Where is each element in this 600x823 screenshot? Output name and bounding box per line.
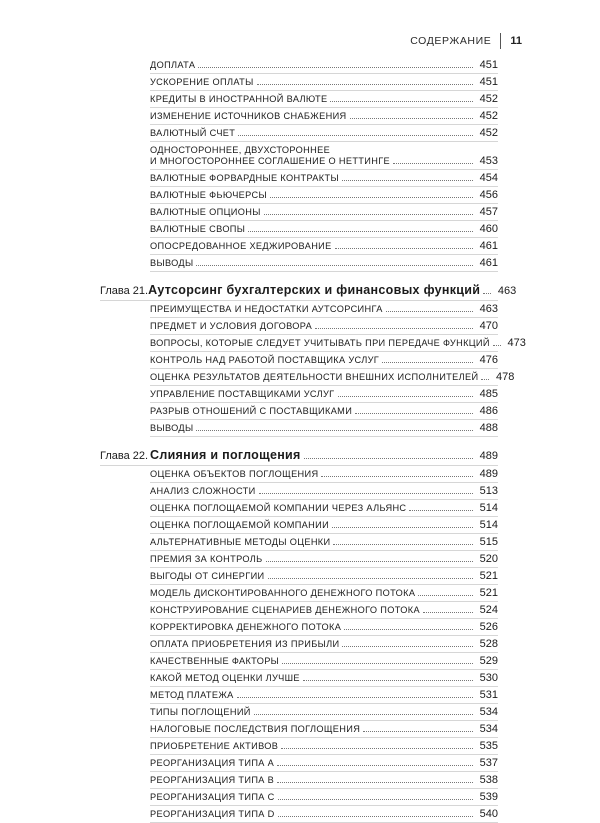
running-head-divider — [500, 33, 501, 49]
dot-leader — [278, 798, 473, 800]
toc-entry-page: 473 — [507, 337, 526, 349]
toc-entry-title: ОПОСРЕДОВАННОЕ ХЕДЖИРОВАНИЕ — [150, 241, 332, 251]
toc-entry-page: 461 — [479, 257, 498, 269]
toc-entry[interactable] — [150, 483, 498, 500]
toc-entry-page: 514 — [479, 502, 498, 514]
toc-entry[interactable] — [150, 369, 515, 386]
dot-leader — [355, 412, 473, 414]
dot-leader — [254, 713, 473, 715]
toc-entry-title-line: И МНОГОСТОРОННЕЕ СОГЛАШЕНИЕ О НЕТТИНГЕ — [150, 156, 391, 166]
toc-entry-page: 451 — [479, 76, 498, 88]
toc-entry-title: ВЫВОДЫ — [150, 423, 194, 433]
toc-entry[interactable] — [150, 789, 498, 806]
toc-entry-page: 452 — [479, 93, 498, 105]
dot-leader — [303, 679, 473, 681]
toc-entry[interactable] — [150, 335, 526, 352]
toc-entry-page: 514 — [479, 519, 498, 531]
dot-leader — [481, 378, 489, 380]
page-number: 11 — [510, 35, 522, 47]
toc-entry-page: 531 — [479, 689, 498, 701]
toc-entry-title: МОДЕЛЬ ДИСКОНТИРОВАННОГО ДЕНЕЖНОГО ПОТОКА — [150, 588, 416, 598]
dot-leader — [418, 594, 473, 596]
toc-entry-page: 534 — [479, 706, 498, 718]
dot-leader — [342, 645, 473, 647]
dot-leader — [196, 264, 473, 266]
toc-entry-page: 454 — [479, 172, 498, 184]
toc-entry[interactable] — [150, 108, 498, 125]
dot-leader — [321, 475, 473, 477]
running-head-title: СОДЕРЖАНИЕ — [410, 35, 492, 47]
chapter-heading[interactable] — [100, 280, 517, 301]
toc-entry[interactable] — [150, 125, 498, 142]
toc-entry-title: АЛЬТЕРНАТИВНЫЕ МЕТОДЫ ОЦЕНКИ — [150, 537, 331, 547]
toc-entry-page: 515 — [479, 536, 498, 548]
chapter-title: Слияния и поглощения — [150, 448, 301, 462]
toc-entry-page: 521 — [479, 570, 498, 582]
toc-entry-page: 528 — [479, 638, 498, 650]
dot-leader — [409, 509, 473, 511]
chapter-page: 463 — [497, 285, 517, 297]
toc-entry[interactable] — [150, 670, 498, 687]
toc-entry[interactable] — [150, 466, 498, 483]
toc-entry-title: ОЦЕНКА РЕЗУЛЬТАТОВ ДЕЯТЕЛЬНОСТИ ВНЕШНИХ ИСПОЛНИТЕЛЕЙ — [150, 372, 479, 382]
toc-entry-page: 460 — [479, 223, 498, 235]
dot-leader — [332, 526, 473, 528]
toc-entry-title: ВАЛЮТНЫЕ ОПЦИОНЫ — [150, 207, 261, 217]
dot-leader — [257, 83, 473, 85]
dot-leader — [338, 395, 474, 397]
toc-entry-page: 453 — [479, 155, 498, 167]
table-of-contents — [100, 57, 526, 823]
dot-leader — [335, 247, 473, 249]
toc-entry-page: 524 — [479, 604, 498, 616]
toc-entry-title: ТИПЫ ПОГЛОЩЕНИЙ — [150, 707, 251, 717]
dot-leader — [423, 611, 473, 613]
toc-entry-title: РАЗРЫВ ОТНОШЕНИЙ С ПОСТАВЩИКАМИ — [150, 406, 353, 416]
toc-entry-page: 489 — [479, 468, 498, 480]
toc-entry-page: 520 — [479, 553, 498, 565]
dot-leader — [344, 628, 473, 630]
toc-entry-title: ОЦЕНКА ОБЪЕКТОВ ПОГЛОЩЕНИЯ — [150, 469, 319, 479]
toc-entry-title: ПРЕДМЕТ И УСЛОВИЯ ДОГОВОРА — [150, 321, 313, 331]
toc-entry-page: 526 — [479, 621, 498, 633]
chapter-title: Аутсорсинг бухгалтерских и финансовых функций — [148, 283, 481, 297]
dot-leader — [350, 117, 473, 119]
dot-leader — [342, 179, 473, 181]
dot-leader — [196, 429, 473, 431]
toc-entry[interactable] — [150, 318, 498, 335]
toc-entry-page: 457 — [479, 206, 498, 218]
toc-entry-title: РЕОРГАНИЗАЦИЯ ТИПА C — [150, 792, 275, 802]
toc-entry-title: ПРЕИМУЩЕСТВА И НЕДОСТАТКИ АУТСОРСИНГА — [150, 304, 383, 314]
dot-leader — [266, 560, 473, 562]
toc-entry-title: АНАЛИЗ СЛОЖНОСТИ — [150, 486, 256, 496]
toc-entry-page: 452 — [479, 110, 498, 122]
toc-entry-page: 537 — [479, 757, 498, 769]
toc-entry-page: 513 — [479, 485, 498, 497]
dot-leader — [264, 213, 473, 215]
toc-entry[interactable] — [150, 636, 498, 653]
toc-entry-title: РЕОРГАНИЗАЦИЯ ТИПА B — [150, 775, 275, 785]
toc-entry-page: 539 — [479, 791, 498, 803]
toc-entry-page: 521 — [479, 587, 498, 599]
toc-entry-title: ВЫВОДЫ — [150, 258, 194, 268]
dot-leader — [330, 100, 473, 102]
toc-entry-page: 463 — [479, 303, 498, 315]
dot-leader — [270, 196, 473, 198]
toc-entry-title: УПРАВЛЕНИЕ ПОСТАВЩИКАМИ УСЛУГ — [150, 389, 335, 399]
toc-entry-title: ОЦЕНКА ПОГЛОЩАЕМОЙ КОМПАНИИ ЧЕРЕЗ АЛЬЯНС — [150, 503, 407, 513]
dot-leader — [382, 361, 473, 363]
toc-entry-title: КОНСТРУИРОВАНИЕ СЦЕНАРИЕВ ДЕНЕЖНОГО ПОТОКА — [150, 605, 420, 615]
toc-entry[interactable] — [150, 806, 498, 823]
dot-leader — [277, 764, 473, 766]
toc-entry-page: 530 — [479, 672, 498, 684]
chapter-label: Глава 22. — [100, 450, 149, 462]
toc-entry[interactable] — [150, 420, 498, 437]
toc-entry[interactable] — [150, 653, 498, 670]
dot-leader — [281, 747, 473, 749]
toc-entry[interactable] — [150, 534, 498, 551]
dot-leader — [393, 162, 473, 164]
dot-leader — [363, 730, 473, 732]
toc-entry[interactable] — [150, 91, 498, 108]
toc-entry[interactable] — [150, 221, 498, 238]
toc-entry[interactable] — [150, 704, 498, 721]
toc-entry-page: 456 — [479, 189, 498, 201]
toc-entry-title: КОНТРОЛЬ НАД РАБОТОЙ ПОСТАВЩИКА УСЛУГ — [150, 355, 380, 365]
toc-entry-title: РЕОРГАНИЗАЦИЯ ТИПА D — [150, 809, 275, 819]
toc-entry-page: 470 — [479, 320, 498, 332]
dot-leader — [315, 327, 473, 329]
toc-entry-title-line: ОДНОСТОРОННЕЕ, ДВУХСТОРОННЕЕ — [150, 145, 331, 155]
toc-entry-title: КОРРЕКТИРОВКА ДЕНЕЖНОГО ПОТОКА — [150, 622, 342, 632]
dot-leader — [386, 310, 473, 312]
toc-entry[interactable] — [150, 187, 498, 204]
toc-entry-page: 534 — [479, 723, 498, 735]
toc-entry[interactable] — [150, 255, 498, 272]
toc-entry-page: 540 — [479, 808, 498, 820]
toc-entry-title: ВАЛЮТНЫЙ СЧЕТ — [150, 128, 236, 138]
toc-entry[interactable] — [150, 403, 498, 420]
toc-entry-page: 461 — [479, 240, 498, 252]
toc-entry-title: ПРИОБРЕТЕНИЕ АКТИВОВ — [150, 741, 279, 751]
toc-entry-title: НАЛОГОВЫЕ ПОСЛЕДСТВИЯ ПОГЛОЩЕНИЯ — [150, 724, 361, 734]
toc-entry-title: УСКОРЕНИЕ ОПЛАТЫ — [150, 77, 254, 87]
dot-leader — [282, 662, 473, 664]
toc-entry-page: 529 — [479, 655, 498, 667]
toc-entry[interactable] — [150, 772, 498, 789]
chapter-heading[interactable] — [100, 445, 498, 466]
toc-entry[interactable] — [150, 517, 498, 534]
toc-entry-title: ВОПРОСЫ, КОТОРЫЕ СЛЕДУЕТ УЧИТЫВАТЬ ПРИ ПЕРЕДАЧЕ ФУНКЦИЙ — [150, 338, 490, 348]
toc-entry-title: РЕОРГАНИЗАЦИЯ ТИПА A — [150, 758, 275, 768]
dot-leader — [237, 696, 473, 698]
dot-leader — [268, 577, 474, 579]
toc-entry-title: ВЫГОДЫ ОТ СИНЕРГИИ — [150, 571, 265, 581]
dot-leader — [333, 543, 473, 545]
toc-entry-title: ВАЛЮТНЫЕ СВОПЫ — [150, 224, 246, 234]
toc-entry[interactable] — [150, 602, 498, 619]
chapter-label: Глава 21. — [100, 285, 149, 297]
toc-entry[interactable] — [150, 568, 498, 585]
dot-leader — [198, 66, 473, 68]
toc-entry-page: 452 — [479, 127, 498, 139]
running-head — [410, 33, 522, 49]
dot-leader — [238, 134, 473, 136]
toc-entry-page: 476 — [479, 354, 498, 366]
toc-entry-title: ВАЛЮТНЫЕ ФЬЮЧЕРСЫ — [150, 190, 267, 200]
toc-entry[interactable] — [150, 57, 498, 74]
chapter-page: 489 — [479, 450, 498, 462]
toc-entry-page: 485 — [479, 388, 498, 400]
toc-entry[interactable] — [150, 170, 498, 187]
toc-entry[interactable] — [150, 301, 498, 318]
toc-entry[interactable] — [150, 204, 498, 221]
toc-entry-title: ДОПЛАТА — [150, 60, 196, 70]
toc-entry-page: 535 — [479, 740, 498, 752]
toc-entry-title: ВАЛЮТНЫЕ ФОРВАРДНЫЕ КОНТРАКТЫ — [150, 173, 339, 183]
toc-entry[interactable] — [150, 755, 498, 772]
toc-entry[interactable] — [150, 500, 498, 517]
toc-entry-title — [150, 145, 390, 167]
toc-entry-title: КАКОЙ МЕТОД ОЦЕНКИ ЛУЧШЕ — [150, 673, 300, 683]
dot-leader — [248, 230, 473, 232]
toc-entry-title: ОПЛАТА ПРИОБРЕТЕНИЯ ИЗ ПРИБЫЛИ — [150, 639, 340, 649]
toc-entry-page: 488 — [479, 422, 498, 434]
toc-entry-title: ПРЕМИЯ ЗА КОНТРОЛЬ — [150, 554, 263, 564]
toc-entry[interactable] — [150, 551, 498, 568]
toc-entry-title: КРЕДИТЫ В ИНОСТРАННОЙ ВАЛЮТЕ — [150, 94, 328, 104]
toc-entry[interactable] — [150, 619, 498, 636]
toc-entry-page: 538 — [479, 774, 498, 786]
toc-entry[interactable] — [150, 721, 498, 738]
toc-entry-title: ИЗМЕНЕНИЕ ИСТОЧНИКОВ СНАБЖЕНИЯ — [150, 111, 347, 121]
toc-entry[interactable] — [150, 386, 498, 403]
dot-leader — [304, 457, 473, 459]
toc-entry-page: 486 — [479, 405, 498, 417]
toc-entry-title: КАЧЕСТВЕННЫЕ ФАКТОРЫ — [150, 656, 280, 666]
toc-entry[interactable] — [150, 585, 498, 602]
toc-entry[interactable] — [150, 238, 498, 255]
dot-leader — [259, 492, 473, 494]
dot-leader — [493, 344, 501, 346]
toc-entry[interactable] — [150, 352, 498, 369]
dot-leader — [278, 815, 473, 817]
toc-entry[interactable] — [150, 738, 498, 755]
toc-entry-page: 451 — [479, 59, 498, 71]
dot-leader — [277, 781, 473, 783]
toc-entry[interactable] — [150, 687, 498, 704]
dot-leader — [483, 292, 491, 294]
toc-entry-page: 478 — [496, 371, 515, 383]
toc-entry-title: ОЦЕНКА ПОГЛОЩАЕМОЙ КОМПАНИИ — [150, 520, 330, 530]
toc-entry[interactable] — [150, 142, 498, 170]
toc-entry-title: МЕТОД ПЛАТЕЖА — [150, 690, 234, 700]
toc-entry[interactable] — [150, 74, 498, 91]
